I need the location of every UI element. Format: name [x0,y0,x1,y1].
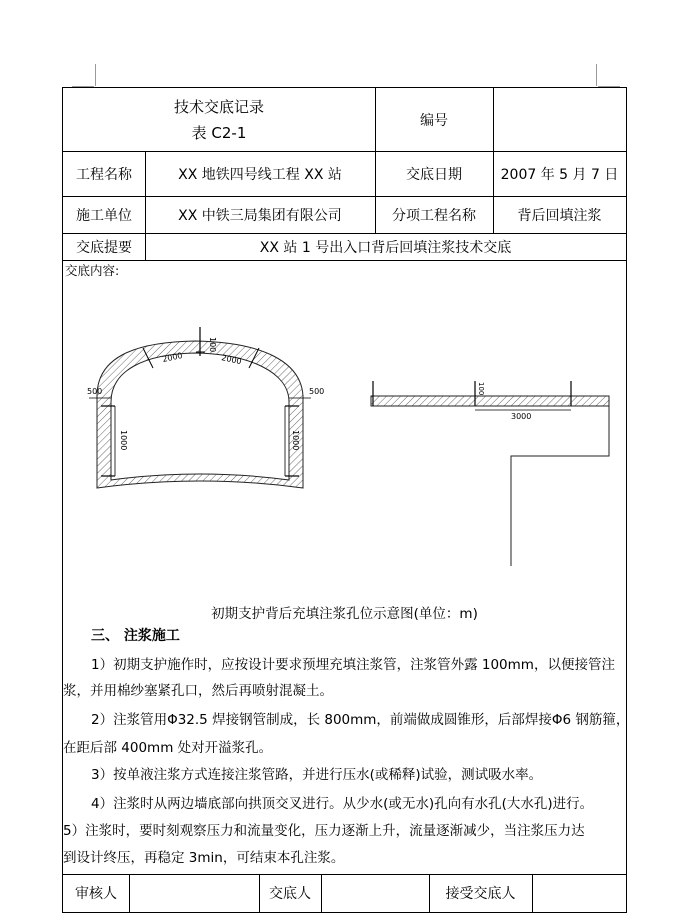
summary-value[interactable]: XX 站 1 号出入口背后回填注浆技术交底 [259,239,512,256]
tunnel-lining [97,341,303,488]
paragraph-line: 5）注浆时，要时刻观察压力和流量变化，压力逐渐上升，流量逐渐减少，当注浆压力达 [63,823,585,839]
project-name-value[interactable]: XX 地铁四号线工程 XX 站 [178,166,342,183]
paragraph-line: 3）按单液注浆方式连接注浆管路，并进行压水(或稀释)试验，测试吸水率。 [91,767,543,783]
form-title [63,88,375,151]
form-code: 表 C2-1 [191,123,247,142]
dim-arc-left: 2000 [161,350,184,364]
contractor-value[interactable]: XX 中铁三局集团有限公司 [178,207,342,224]
subitem-label: 分项工程名称 [392,207,476,224]
paragraph-line: 2）注浆管用Φ32.5 焊接钢管制成，长 800mm，前端做成圆锥形，后部焊接Φ6 钢筋箍， [91,712,630,728]
dim-right-top: 500 [309,387,325,396]
summary-label: 交底提要 [76,239,132,256]
date-value[interactable]: 2007 年 5 月 7 日 [500,166,619,183]
diagram-caption: 初期支护背后充填注浆孔位示意图(单位：m) [211,606,478,622]
reviewer-value[interactable] [129,874,259,912]
crop-mark-right-v [596,64,597,86]
contractor-label: 施工单位 [76,207,132,224]
paragraph-line: 到设计终压，再稳定 3min，可结束本孔注浆。 [63,850,345,866]
dim-top: 100 [208,337,217,353]
reviewer-label: 审核人 [75,886,117,902]
number-value[interactable] [493,88,626,151]
row-divider [63,260,626,261]
form-title-main: 技术交底记录 [173,97,264,116]
paragraph-line: 1）初期支护施作时，应按设计要求预埋充填注浆管，注浆管外露 100mm，以便接管注 [91,657,615,673]
dim-slab-span: 3000 [511,412,532,421]
dim-left-wall: 1000 [119,430,128,451]
dim-right-wall: 1000 [291,430,300,451]
project-name-label: 工程名称 [76,166,132,183]
slab-outline [511,406,609,566]
disclosure-form [62,87,630,913]
paragraph-line: 在距后部 400mm 处对开溢浆孔。 [63,740,273,756]
dim-left-top: 500 [87,387,103,396]
subitem-value[interactable]: 背后回填注浆 [517,207,602,224]
paragraph-line: 浆，并用棉纱塞紧孔口，然后再喷射混凝土。 [63,683,333,699]
section-heading: 三、 注浆施工 [91,628,180,644]
receiver-value[interactable] [532,874,626,912]
discloser-label: 交底人 [269,886,311,902]
crop-mark-left-v [95,64,96,86]
date-label: 交底日期 [406,166,462,183]
number-label: 编号 [420,112,448,129]
grouting-hole-diagram [63,288,626,588]
slab-section [371,396,609,406]
paragraph-line: 4）注浆时从两边墙底部向拱顶交叉进行。从少水(或无水)孔向有水孔(大水孔)进行。 [91,796,594,812]
dim-slab-pipe: 100 [477,382,485,396]
content-label: 交底内容: [65,263,120,278]
discloser-value[interactable] [321,874,429,912]
dim-arc-right: 2000 [220,353,243,367]
receiver-label: 接受交底人 [445,886,516,902]
